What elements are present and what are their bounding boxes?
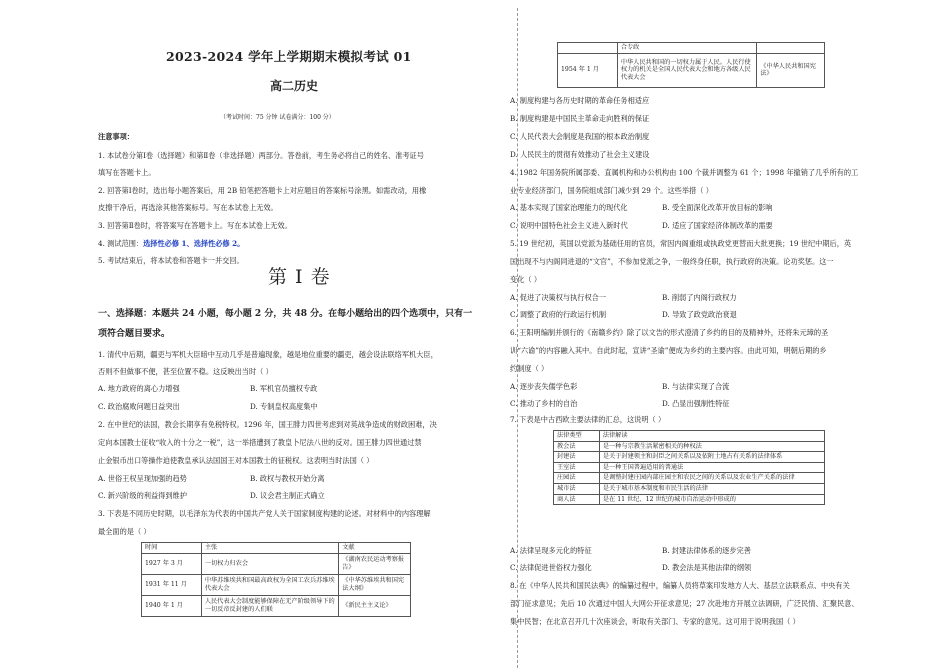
notice-2-line1: 2. 回答第Ⅰ卷时，选出每小题答案后，用 2B 铅笔把答题卡上对应题目的答案标号涂黑。如需改动，用橡 xyxy=(98,186,427,195)
q6-option-c: C. 推动了乡村的自治 xyxy=(510,399,578,408)
q3-option-c: C. 人民代表大会制度是我国的根本政治制度 xyxy=(510,132,650,141)
q7-stem: 7. 下表是中古西欧主要法律的汇总，这说明（ ） xyxy=(510,415,666,424)
q6-option-d: D. 凸显出强制性特征 xyxy=(662,399,730,408)
notice-title: 注意事项： xyxy=(98,132,134,141)
q5-option-a: A. 促进了决策权与执行权合一 xyxy=(510,293,607,302)
q5-option-c: C. 调整了政府的行政运行机制 xyxy=(510,310,607,319)
table-cell: 1954 年 1 月 xyxy=(558,53,618,87)
q1-stem-line1: 1. 清代中后期，疆吏与军机大臣暗中互动几乎是普遍现象，越是地位重要的疆吏，越会设法联络军机大臣， xyxy=(98,350,438,359)
q5-stem-line1: 5. 19 世纪初，英国以党派为基础任用的官员，常因内阁重组或执政党更替而大批更换；19 世纪中期后，英 xyxy=(510,239,852,248)
table-cell: 中华苏维埃共和国最高政权为全国工农兵苏维埃代表大会 xyxy=(201,574,338,595)
notice-1-line1: 1. 本试卷分第Ⅰ卷（选择题）和第Ⅱ卷（非选择题）两部分。答卷前，考生务必将自己的姓名、准考证号 xyxy=(98,151,424,160)
q4-option-d: D. 适应了国家经济体制改革的需要 xyxy=(662,221,773,230)
table-cell: 《新民主主义论》 xyxy=(339,595,411,616)
table-row xyxy=(142,574,411,595)
q1-option-c: C. 政治腐败问题日益突出 xyxy=(98,402,180,411)
table-header-cell: 时间 xyxy=(142,543,202,554)
q3-stem-line2: 最全面的是（ ） xyxy=(98,527,151,536)
notice-4 xyxy=(98,239,244,248)
q6-stem-line2: 训“六谕”的内容融入其中。自此时起，宣讲“圣谕”便成为乡约的主要内容。由此可知，明朝后期的乡 xyxy=(510,346,827,355)
table-cell xyxy=(757,43,825,54)
table-row xyxy=(558,53,825,87)
table-cell: 王室法 xyxy=(554,462,600,473)
q6-option-a: A. 逐步丧失儒学色彩 xyxy=(510,382,578,391)
q3-option-d: D. 人民民主的贯彻有效推动了社会主义建设 xyxy=(510,150,650,159)
table-row xyxy=(558,43,825,54)
q4-option-c: C. 说明中国特色社会主义进入新时代 xyxy=(510,221,628,230)
table-cell: 一切权力归农会 xyxy=(201,553,338,574)
q3-table-part1 xyxy=(141,542,411,617)
q5-stem-line2: 国出现不与内阁同进退的“文官”，不参加党派之争，一般终身任职，执行政府的决策。论功奖惩。这一 xyxy=(510,257,834,266)
table-row xyxy=(554,473,825,484)
table-row xyxy=(554,441,825,452)
table-cell: 教会法 xyxy=(554,441,600,452)
table-header-cell: 法律类型 xyxy=(554,431,600,442)
table-cell: 《中华人民共和国宪法》 xyxy=(757,53,825,87)
table-cell: 人民代表大会制度能够保障在无产阶级领导下的一切反帝反封建的人们联 xyxy=(201,595,338,616)
table-row xyxy=(554,494,825,505)
q5-stem-line3: 变化（ ） xyxy=(510,275,542,284)
part-title: 第 Ⅰ 卷 xyxy=(268,266,331,288)
table-cell: 1927 年 3 月 xyxy=(142,553,202,574)
q1-option-a: A. 地方政府的离心力增强 xyxy=(98,384,180,393)
table-cell: 是调整封建庄园内部庄园主和农民之间的关系以及农业生产关系的法律 xyxy=(599,473,824,484)
q1-option-d: D. 专制皇权高度集中 xyxy=(250,402,318,411)
notice-4-scope: 选择性必修 1、选择性必修 2。 xyxy=(143,239,245,248)
table-row xyxy=(142,553,411,574)
q4-stem-line2: 业专业经济部门，国务院组成部门减少到 29 个。这些举措（ ） xyxy=(510,186,713,195)
q2-option-d: D. 议会君主制正式确立 xyxy=(250,491,325,500)
q3-stem-line1: 3. 下表是不同历史时期，以毛泽东为代表的中国共产党人关于国家制度构建的论述。对材料中的内容理解 xyxy=(98,509,431,518)
table-row xyxy=(142,595,411,616)
table-header-cell: 法律解读 xyxy=(599,431,824,442)
table-cell: 1940 年 1 月 xyxy=(142,595,202,616)
q4-option-a: A. 基本实现了国家治理能力的现代化 xyxy=(510,203,628,212)
q8-stem-line3: 集中民智；在北京召开几十次座谈会，听取有关部门、专家的意见。这可用于说明我国（ ） xyxy=(510,617,800,626)
q4-stem-line1: 4. 1982 年国务院所属部委、直属机构和办公机构由 100 个裁并调整为 61 个；1998 年撤销了几乎所有的工 xyxy=(510,168,859,177)
q3-table-part2 xyxy=(557,42,825,88)
q7-option-a: A. 法律呈现多元化的特征 xyxy=(510,546,592,555)
q7-option-c: C. 法律促进世俗权力强化 xyxy=(510,563,592,572)
q2-stem-line3: 止金银币出口等操作迫使教皇承认法国国王对本国教士的征税权。这表明当时法国（ ） xyxy=(98,456,374,465)
table-cell: 城市法 xyxy=(554,483,600,494)
q2-stem-line2: 定向本国教士征收“收入的十分之一税”，这一举措遭到了教皇卜尼法八世的反对。国王腓力四世通过禁 xyxy=(98,438,422,447)
notice-1-line2: 填写在答题卡上。 xyxy=(98,168,156,177)
q8-stem-line1: 8. 在《中华人民共和国民法典》的编纂过程中，编纂人员将草案印发地方人大、基层立法联系点、中央有关 xyxy=(510,581,850,590)
notice-4-prefix: 4. 测试范围： xyxy=(98,239,144,248)
table-header-row xyxy=(554,431,825,442)
q7-option-d: D. 教会法是其他法律的纲领 xyxy=(662,563,752,572)
q6-option-b: B. 与法律实现了合流 xyxy=(662,382,730,391)
table-header-row xyxy=(142,543,411,554)
table-cell xyxy=(558,43,618,54)
table-row xyxy=(554,452,825,463)
table-cell: 1931 年 11 月 xyxy=(142,574,202,595)
q2-option-c: C. 新兴阶级的利益得到维护 xyxy=(98,491,187,500)
right-page xyxy=(475,0,950,672)
q2-option-b: B. 政权与教权开始分离 xyxy=(250,474,325,483)
q1-option-b: B. 军机官员擅权专政 xyxy=(250,384,318,393)
q5-option-d: D. 导致了政党政治衰退 xyxy=(662,310,737,319)
notice-5: 5. 考试结束后，将本试卷和答题卡一并交回。 xyxy=(98,256,244,265)
q1-stem-line2: 否则不但做事不便，甚至位置不稳。这反映出当时（ ） xyxy=(98,367,273,376)
q4-option-b: B. 受全面深化改革开放目标的影响 xyxy=(662,203,773,212)
table-cell: 是一种与宗教生活紧密相关的种权法 xyxy=(599,441,824,452)
q3-option-b: B. 制度构建是中国民主革命走向胜利的保证 xyxy=(510,114,650,123)
notice-2-line2: 皮擦干净后，再选涂其他答案标号。写在本试卷上无效。 xyxy=(98,203,278,212)
notice-3: 3. 回答第Ⅱ卷时，将答案写在答题卡上。写在本试卷上无效。 xyxy=(98,221,292,230)
exam-info: （考试时间：75 分钟 试卷满分：100 分） xyxy=(220,114,335,121)
q2-option-a: A. 世俗王权呈现加强的趋势 xyxy=(98,474,187,483)
table-cell: 是一种王国普遍适用的普通法 xyxy=(599,462,824,473)
q2-stem-line1: 2. 在中世纪的法国，教会长期享有免税特权。1296 年，国王腓力四世考虑到对英战争造成的财政困难，决 xyxy=(98,420,437,429)
q5-option-b: B. 削弱了内阁行政权力 xyxy=(662,293,737,302)
table-cell: 《湖南农民运动考察报告》 xyxy=(339,553,411,574)
table-cell: 合专政 xyxy=(617,43,756,54)
q3-option-a: A. 制度构建与各历史时期的革命任务相适应 xyxy=(510,96,650,105)
exam-title: 2023-2024 学年上学期期末模拟考试 01 xyxy=(166,49,412,64)
table-header-cell: 主张 xyxy=(201,543,338,554)
table-header-cell: 文献 xyxy=(339,543,411,554)
table-row xyxy=(554,462,825,473)
table-cell: 商人法 xyxy=(554,494,600,505)
table-cell: 封建法 xyxy=(554,452,600,463)
table-cell: 中华人民共和国的一切权力属于人民。人民行使权力的机关是全国人民代表大会和地方各级人民代表大会 xyxy=(617,53,756,87)
q6-stem-line1: 6. 王阳明编制并颁行的《南赣乡约》除了以文告的形式澄清了乡约的目的及精神外，还将朱元璋的圣 xyxy=(510,328,829,337)
table-row xyxy=(554,483,825,494)
table-cell: 《中华苏维埃共和国宪法大纲》 xyxy=(339,574,411,595)
table-cell: 是在 11 世纪、12 世纪的城市自治运动中形成的 xyxy=(599,494,824,505)
q7-law-table xyxy=(553,430,825,505)
q6-stem-line3: 约制度（ ） xyxy=(510,364,549,373)
section-heading-line1: 一、选择题：本题共 24 小题，每小题 2 分，共 48 分。在每小题给出的四个选项中，只有一 xyxy=(98,309,473,319)
q7-option-b: B. 封建法律体系的逐步完善 xyxy=(662,546,751,555)
q8-stem-line2: 部门征求意见；先后 10 次通过中国人大网公开征求意见；27 次赴地方开展立法调研，广泛民情、汇聚民意、 xyxy=(510,599,859,608)
section-heading-line2: 项符合题目要求。 xyxy=(98,329,171,339)
subject-title: 高二历史 xyxy=(270,79,319,93)
table-cell: 是关于城市基本制度和市民生活的法律 xyxy=(599,483,824,494)
table-cell: 是关于封建领主和封臣之间关系以及依附土地占有关系的法律体系 xyxy=(599,452,824,463)
table-cell: 庄园法 xyxy=(554,473,600,484)
